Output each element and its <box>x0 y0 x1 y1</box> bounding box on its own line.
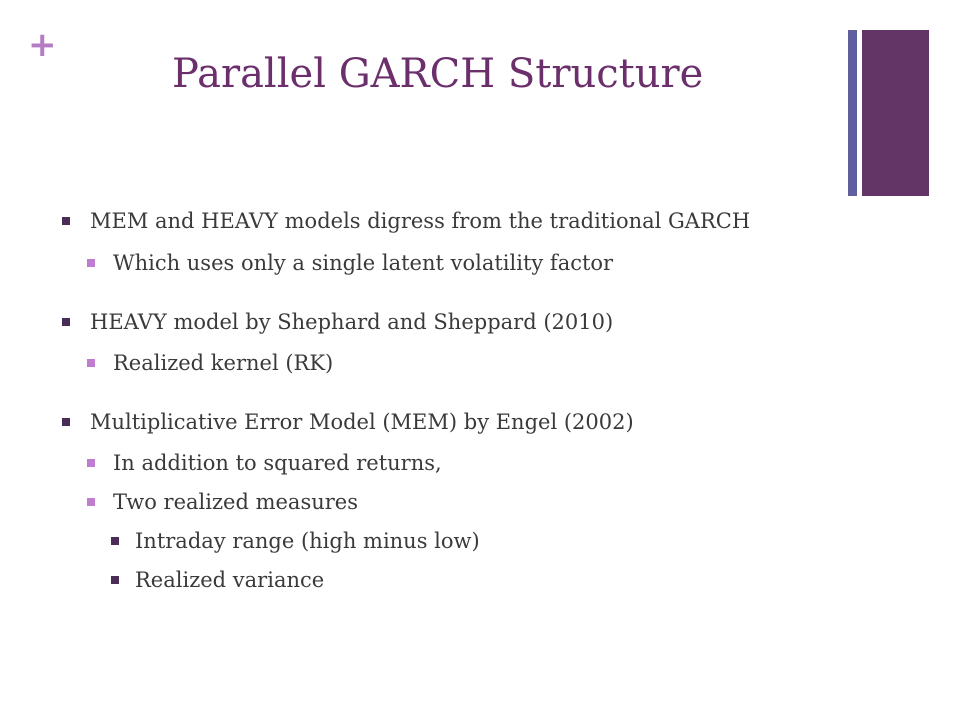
bullet-text: Realized variance <box>135 568 325 592</box>
bullet-item <box>90 208 750 234</box>
square-bullet-icon <box>87 498 95 506</box>
square-bullet-icon <box>62 418 70 426</box>
bullet-text: In addition to squared returns, <box>113 451 442 475</box>
bullet-item <box>113 350 333 376</box>
square-bullet-icon <box>62 318 70 326</box>
bullet-text: Realized kernel (RK) <box>113 351 334 375</box>
square-bullet-icon <box>62 217 70 225</box>
bullet-text: Multiplicative Error Model (MEM) by Engel (2002) <box>90 410 634 434</box>
bullet-text: MEM and HEAVY models digress from the traditional GARCH <box>90 209 751 233</box>
square-bullet-icon <box>111 576 119 584</box>
bullet-text: Two realized measures <box>113 490 358 514</box>
bullet-item <box>90 409 634 435</box>
bullet-text: HEAVY model by Shephard and Sheppard (2010) <box>90 310 614 334</box>
bullet-item <box>90 309 613 335</box>
bullet-item <box>113 489 358 515</box>
square-bullet-icon <box>111 537 119 545</box>
bullet-item <box>113 250 613 276</box>
bullet-item <box>135 567 324 593</box>
bullet-text: Intraday range (high minus low) <box>135 529 480 553</box>
bullet-item <box>113 450 442 476</box>
plus-icon: + <box>28 25 57 65</box>
bullet-text: Which uses only a single latent volatility factor <box>113 251 614 275</box>
square-bullet-icon <box>87 259 95 267</box>
bullet-item <box>135 528 480 554</box>
square-bullet-icon <box>87 359 95 367</box>
slide-title: Parallel GARCH Structure <box>172 51 704 97</box>
square-bullet-icon <box>87 459 95 467</box>
